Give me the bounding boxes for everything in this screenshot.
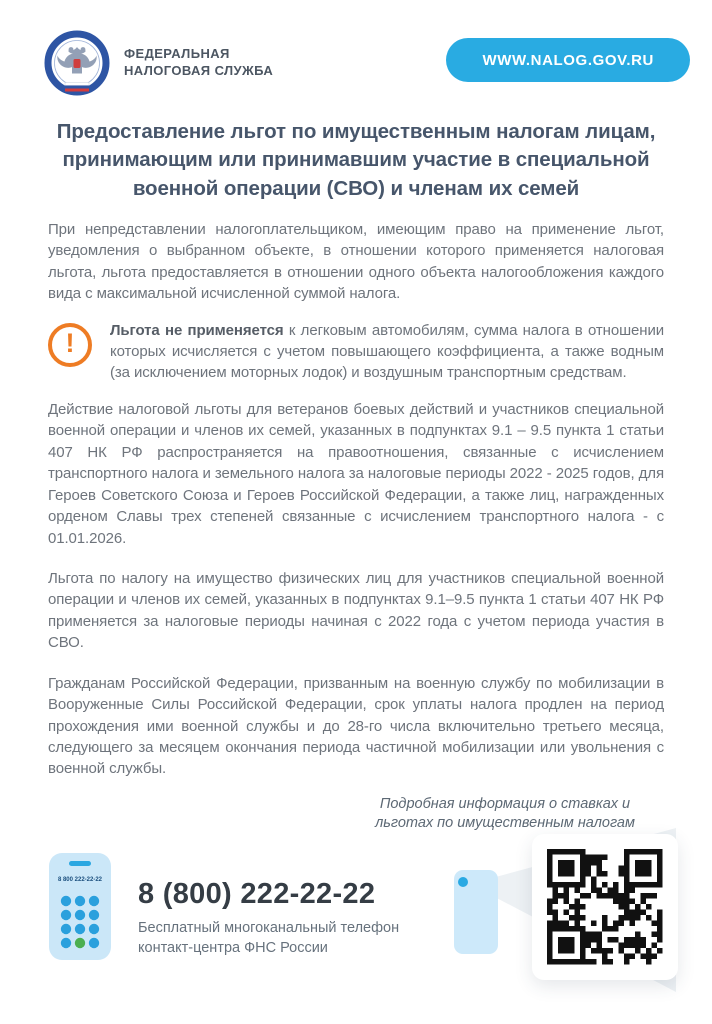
qr-code-modules bbox=[547, 849, 663, 965]
qr-note-line1: Подробная информация о ставках и bbox=[379, 795, 631, 812]
phone-caption-line1: Бесплатный многоканальный телефон bbox=[138, 920, 400, 937]
qr-card bbox=[532, 834, 678, 980]
header bbox=[0, 0, 712, 96]
warning-callout bbox=[48, 320, 664, 384]
property-tax-paragraph: Льгота по налогу на имущество физических лиц для участников специальной военной операции и членов их семей, указанных в подпунктах 9.1–9.5 пункта 1 статьи 407 НК РФ применяется за налоговые периоды начиная с 2022 года с учетом периода участия в СВО. bbox=[48, 569, 664, 652]
org-name bbox=[124, 46, 273, 80]
phone-icon bbox=[48, 852, 112, 962]
content bbox=[0, 219, 712, 780]
footer bbox=[0, 838, 712, 998]
site-url-badge[interactable]: WWW.NALOG.GOV.RU bbox=[446, 38, 690, 82]
exclamation-icon: ! bbox=[48, 323, 92, 367]
flag-ribbon bbox=[65, 83, 89, 92]
phone-number: 8 (800) 222-22-22 bbox=[138, 878, 376, 911]
org-name-line1: ФЕДЕРАЛЬНАЯ bbox=[124, 46, 230, 62]
fns-emblem-icon bbox=[44, 30, 110, 96]
mobilized-paragraph: Гражданам Российской Федерации, призванным на военную службу по мобилизации в Вооруженные Силы Российской Федерации, срок уплаты налога продлен на период прохождения ими военной службы и до 28-го числа включительно третьего месяца, следующего за месяцем окончания периода частичной мобилизации или увольнения с военной службы. bbox=[48, 674, 664, 778]
qr-note-line2: льготах по имущественным налогам bbox=[375, 815, 635, 832]
intro-paragraph: При непредставлении налогоплательщиком, имеющим право на применение льгот, уведомления о выбранном объекте, в отношении которого применяется налоговая льгота, льгота предоставляется в отношении одного объекта налогообложения каждого вида с максимальной исчисленной суммой налога. bbox=[48, 220, 664, 303]
callout-bold-text: Льгота не применяется bbox=[110, 321, 284, 339]
veterans-paragraph: Действие налоговой льготы для ветеранов боевых действий и участников специальной военной операции и членов их семей, указанных в подпунктах 9.1 – 9.5 пункта 1 статьи 407 НК РФ распространяется на правоотношения, связанные с исчислением транспортного налога и земельного налога за налоговые периоды 2022 - 2025 годов, для Героев Советского Союза и Героев Российской Федерации, а также лиц, награжденных орденом Славы трех степеней связанные с исчислением транспортного налога - с 01.01.2026. bbox=[48, 400, 664, 547]
phone-caption bbox=[138, 918, 399, 958]
fns-logo bbox=[44, 30, 273, 96]
phone-caption-line2: контакт-центра ФНС России bbox=[138, 940, 328, 957]
phone-icon-number: 8 800 222-22-22 bbox=[57, 877, 103, 884]
phone-text-block bbox=[138, 878, 399, 958]
page-title: Предоставление льгот по имущественным налогам лицам, принимающим или принимавшим участие в специальной военной операции (СВО) и членам их семей bbox=[56, 120, 656, 200]
callout-text bbox=[110, 320, 664, 384]
qr-scan-illustration bbox=[436, 824, 688, 996]
callout-rest-text: к легковым автомобилям, сумма налога в отношении которых исчисляется с учетом повышающего коэффициента, а также водным (за исключением моторных лодок) и воздушным транспортным средствам. bbox=[110, 321, 665, 382]
qr-code bbox=[547, 849, 663, 965]
org-name-line2: НАЛОГОВАЯ СЛУЖБА bbox=[124, 63, 274, 78]
